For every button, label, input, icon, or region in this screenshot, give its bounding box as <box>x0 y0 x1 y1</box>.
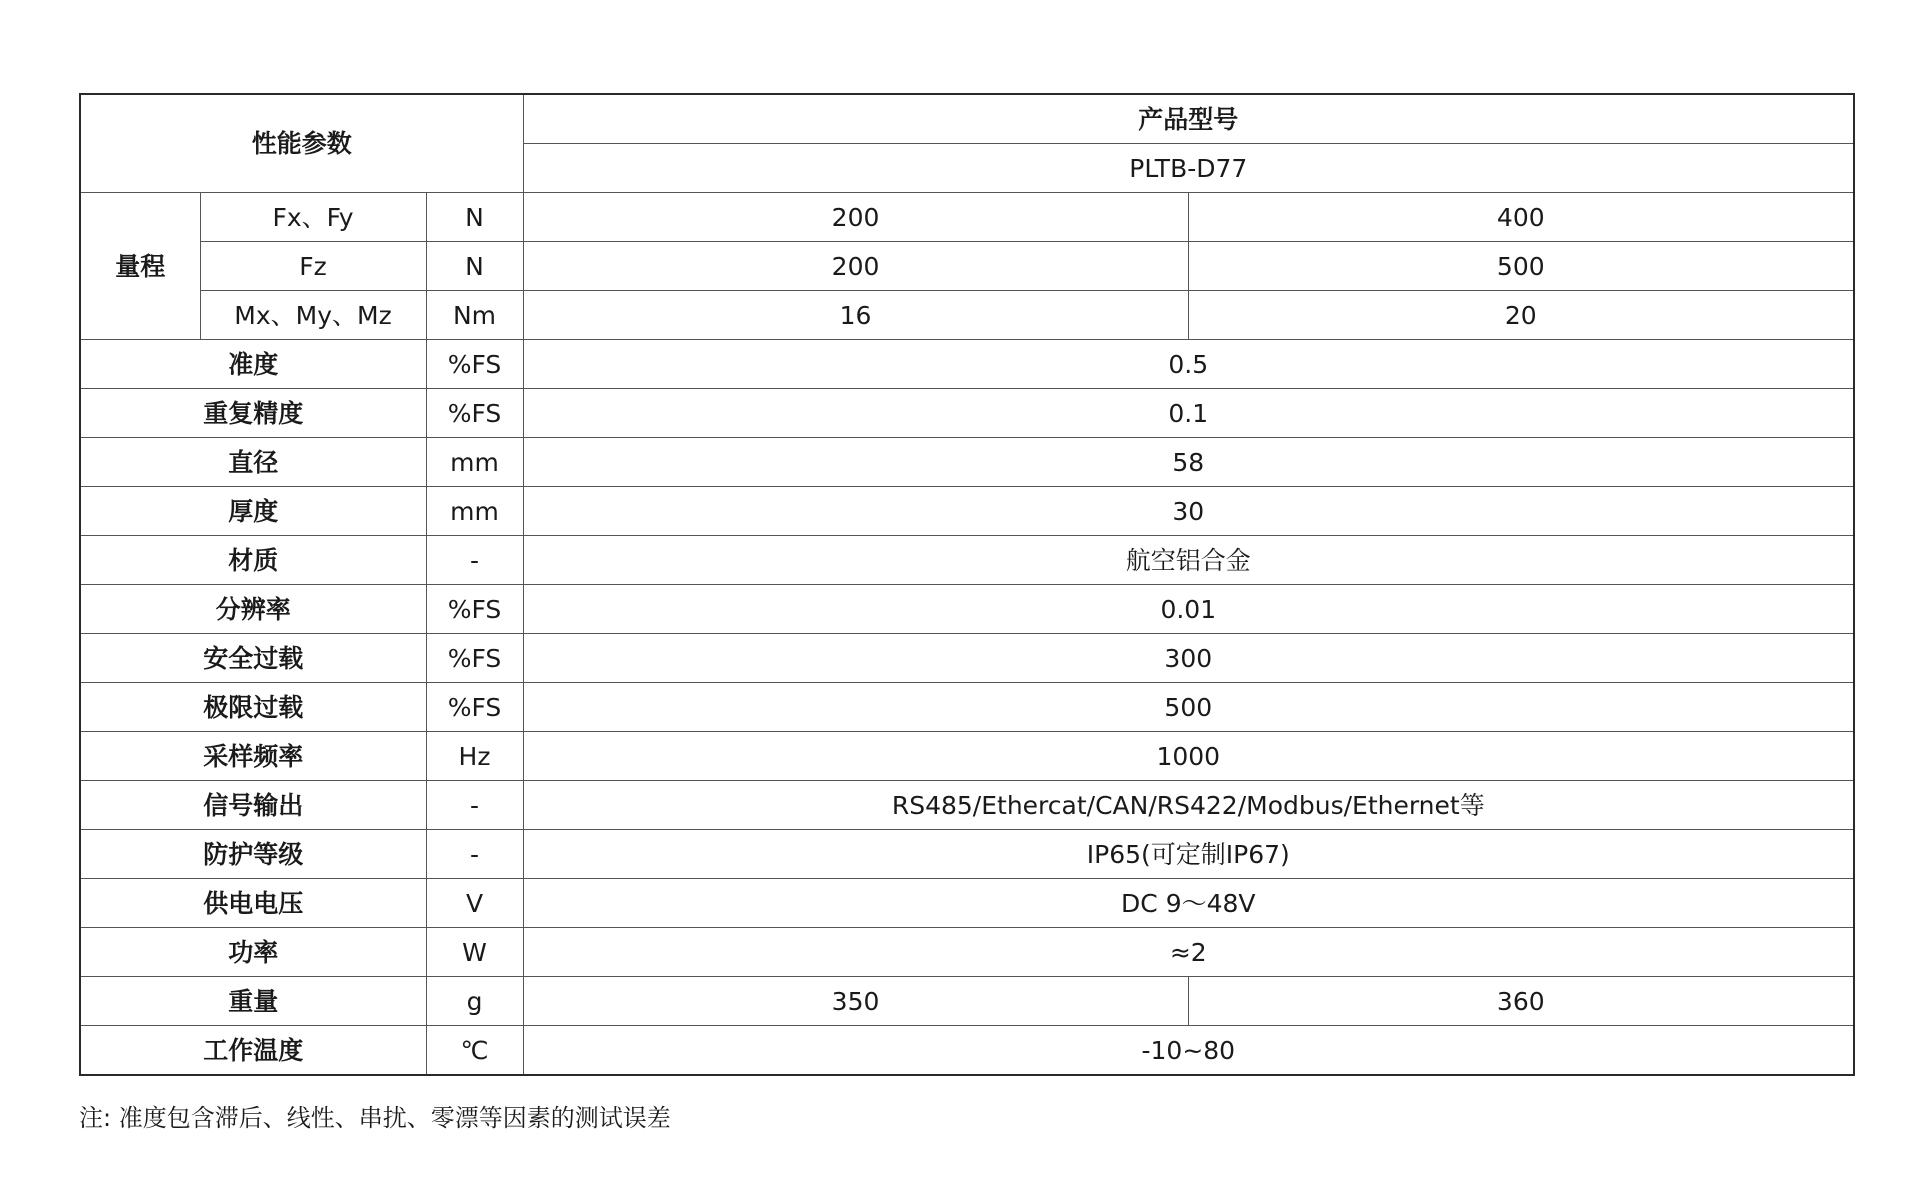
row-value: 300 <box>523 634 1854 683</box>
row-param: 防护等级 <box>80 830 426 879</box>
spec-sheet <box>79 93 1853 1076</box>
table-row <box>80 242 1854 291</box>
table-row <box>80 438 1854 487</box>
footnote: 注: 准度包含滞后、线性、串扰、零漂等因素的测试误差 <box>79 1104 671 1132</box>
row-unit: mm <box>426 438 523 487</box>
table-row <box>80 585 1854 634</box>
table-row <box>80 389 1854 438</box>
row-value-b: 360 <box>1188 977 1854 1026</box>
table-row <box>80 1026 1854 1076</box>
row-unit: Hz <box>426 732 523 781</box>
row-value: 1000 <box>523 732 1854 781</box>
row-param: 重复精度 <box>80 389 426 438</box>
row-value: 0.1 <box>523 389 1854 438</box>
row-value: 航空铝合金 <box>523 536 1854 585</box>
row-value-a: 200 <box>523 242 1188 291</box>
table-row <box>80 291 1854 340</box>
table-row <box>80 830 1854 879</box>
row-unit: V <box>426 879 523 928</box>
param-header: 性能参数 <box>80 94 523 193</box>
row-param: Fx、Fy <box>200 193 426 242</box>
row-param: 分辨率 <box>80 585 426 634</box>
row-unit: Nm <box>426 291 523 340</box>
row-param: 供电电压 <box>80 879 426 928</box>
row-param: 直径 <box>80 438 426 487</box>
row-value-a: 200 <box>523 193 1188 242</box>
row-unit: - <box>426 830 523 879</box>
table-row <box>80 536 1854 585</box>
row-unit: g <box>426 977 523 1026</box>
table-row <box>80 487 1854 536</box>
row-unit: - <box>426 781 523 830</box>
row-param: 功率 <box>80 928 426 977</box>
row-value: IP65(可定制IP67) <box>523 830 1854 879</box>
row-unit: W <box>426 928 523 977</box>
row-param: 极限过载 <box>80 683 426 732</box>
row-param: 重量 <box>80 977 426 1026</box>
table-row <box>80 193 1854 242</box>
row-value-a: 350 <box>523 977 1188 1026</box>
row-param: 信号输出 <box>80 781 426 830</box>
row-unit: N <box>426 242 523 291</box>
row-param: 准度 <box>80 340 426 389</box>
row-value: 0.01 <box>523 585 1854 634</box>
row-param: 厚度 <box>80 487 426 536</box>
row-value-a: 16 <box>523 291 1188 340</box>
row-unit: %FS <box>426 634 523 683</box>
table-row <box>80 340 1854 389</box>
header-row <box>80 94 1854 144</box>
row-value: 0.5 <box>523 340 1854 389</box>
row-unit: - <box>426 536 523 585</box>
range-label: 量程 <box>80 193 200 340</box>
table-row <box>80 879 1854 928</box>
row-param: 工作温度 <box>80 1026 426 1076</box>
row-value: 500 <box>523 683 1854 732</box>
model-name: PLTB-D77 <box>523 144 1854 193</box>
row-value-b: 500 <box>1188 242 1854 291</box>
row-value: DC 9～48V <box>523 879 1854 928</box>
table-row <box>80 781 1854 830</box>
row-value: 30 <box>523 487 1854 536</box>
row-value-b: 400 <box>1188 193 1854 242</box>
table-row <box>80 977 1854 1026</box>
row-value: RS485/Ethercat/CAN/RS422/Modbus/Ethernet等 <box>523 781 1854 830</box>
table-row <box>80 683 1854 732</box>
row-value: ≈2 <box>523 928 1854 977</box>
row-unit: %FS <box>426 389 523 438</box>
row-value: 58 <box>523 438 1854 487</box>
row-unit: %FS <box>426 340 523 389</box>
row-value-b: 20 <box>1188 291 1854 340</box>
row-unit: mm <box>426 487 523 536</box>
row-param: Mx、My、Mz <box>200 291 426 340</box>
row-param: 采样频率 <box>80 732 426 781</box>
spec-table <box>79 93 1855 1076</box>
row-param: Fz <box>200 242 426 291</box>
row-unit: %FS <box>426 683 523 732</box>
row-value: -10~80 <box>523 1026 1854 1076</box>
table-row <box>80 732 1854 781</box>
table-row <box>80 928 1854 977</box>
row-unit: N <box>426 193 523 242</box>
row-param: 安全过载 <box>80 634 426 683</box>
row-unit: %FS <box>426 585 523 634</box>
model-group-header: 产品型号 <box>523 94 1854 144</box>
table-row <box>80 634 1854 683</box>
row-unit: ℃ <box>426 1026 523 1076</box>
row-param: 材质 <box>80 536 426 585</box>
